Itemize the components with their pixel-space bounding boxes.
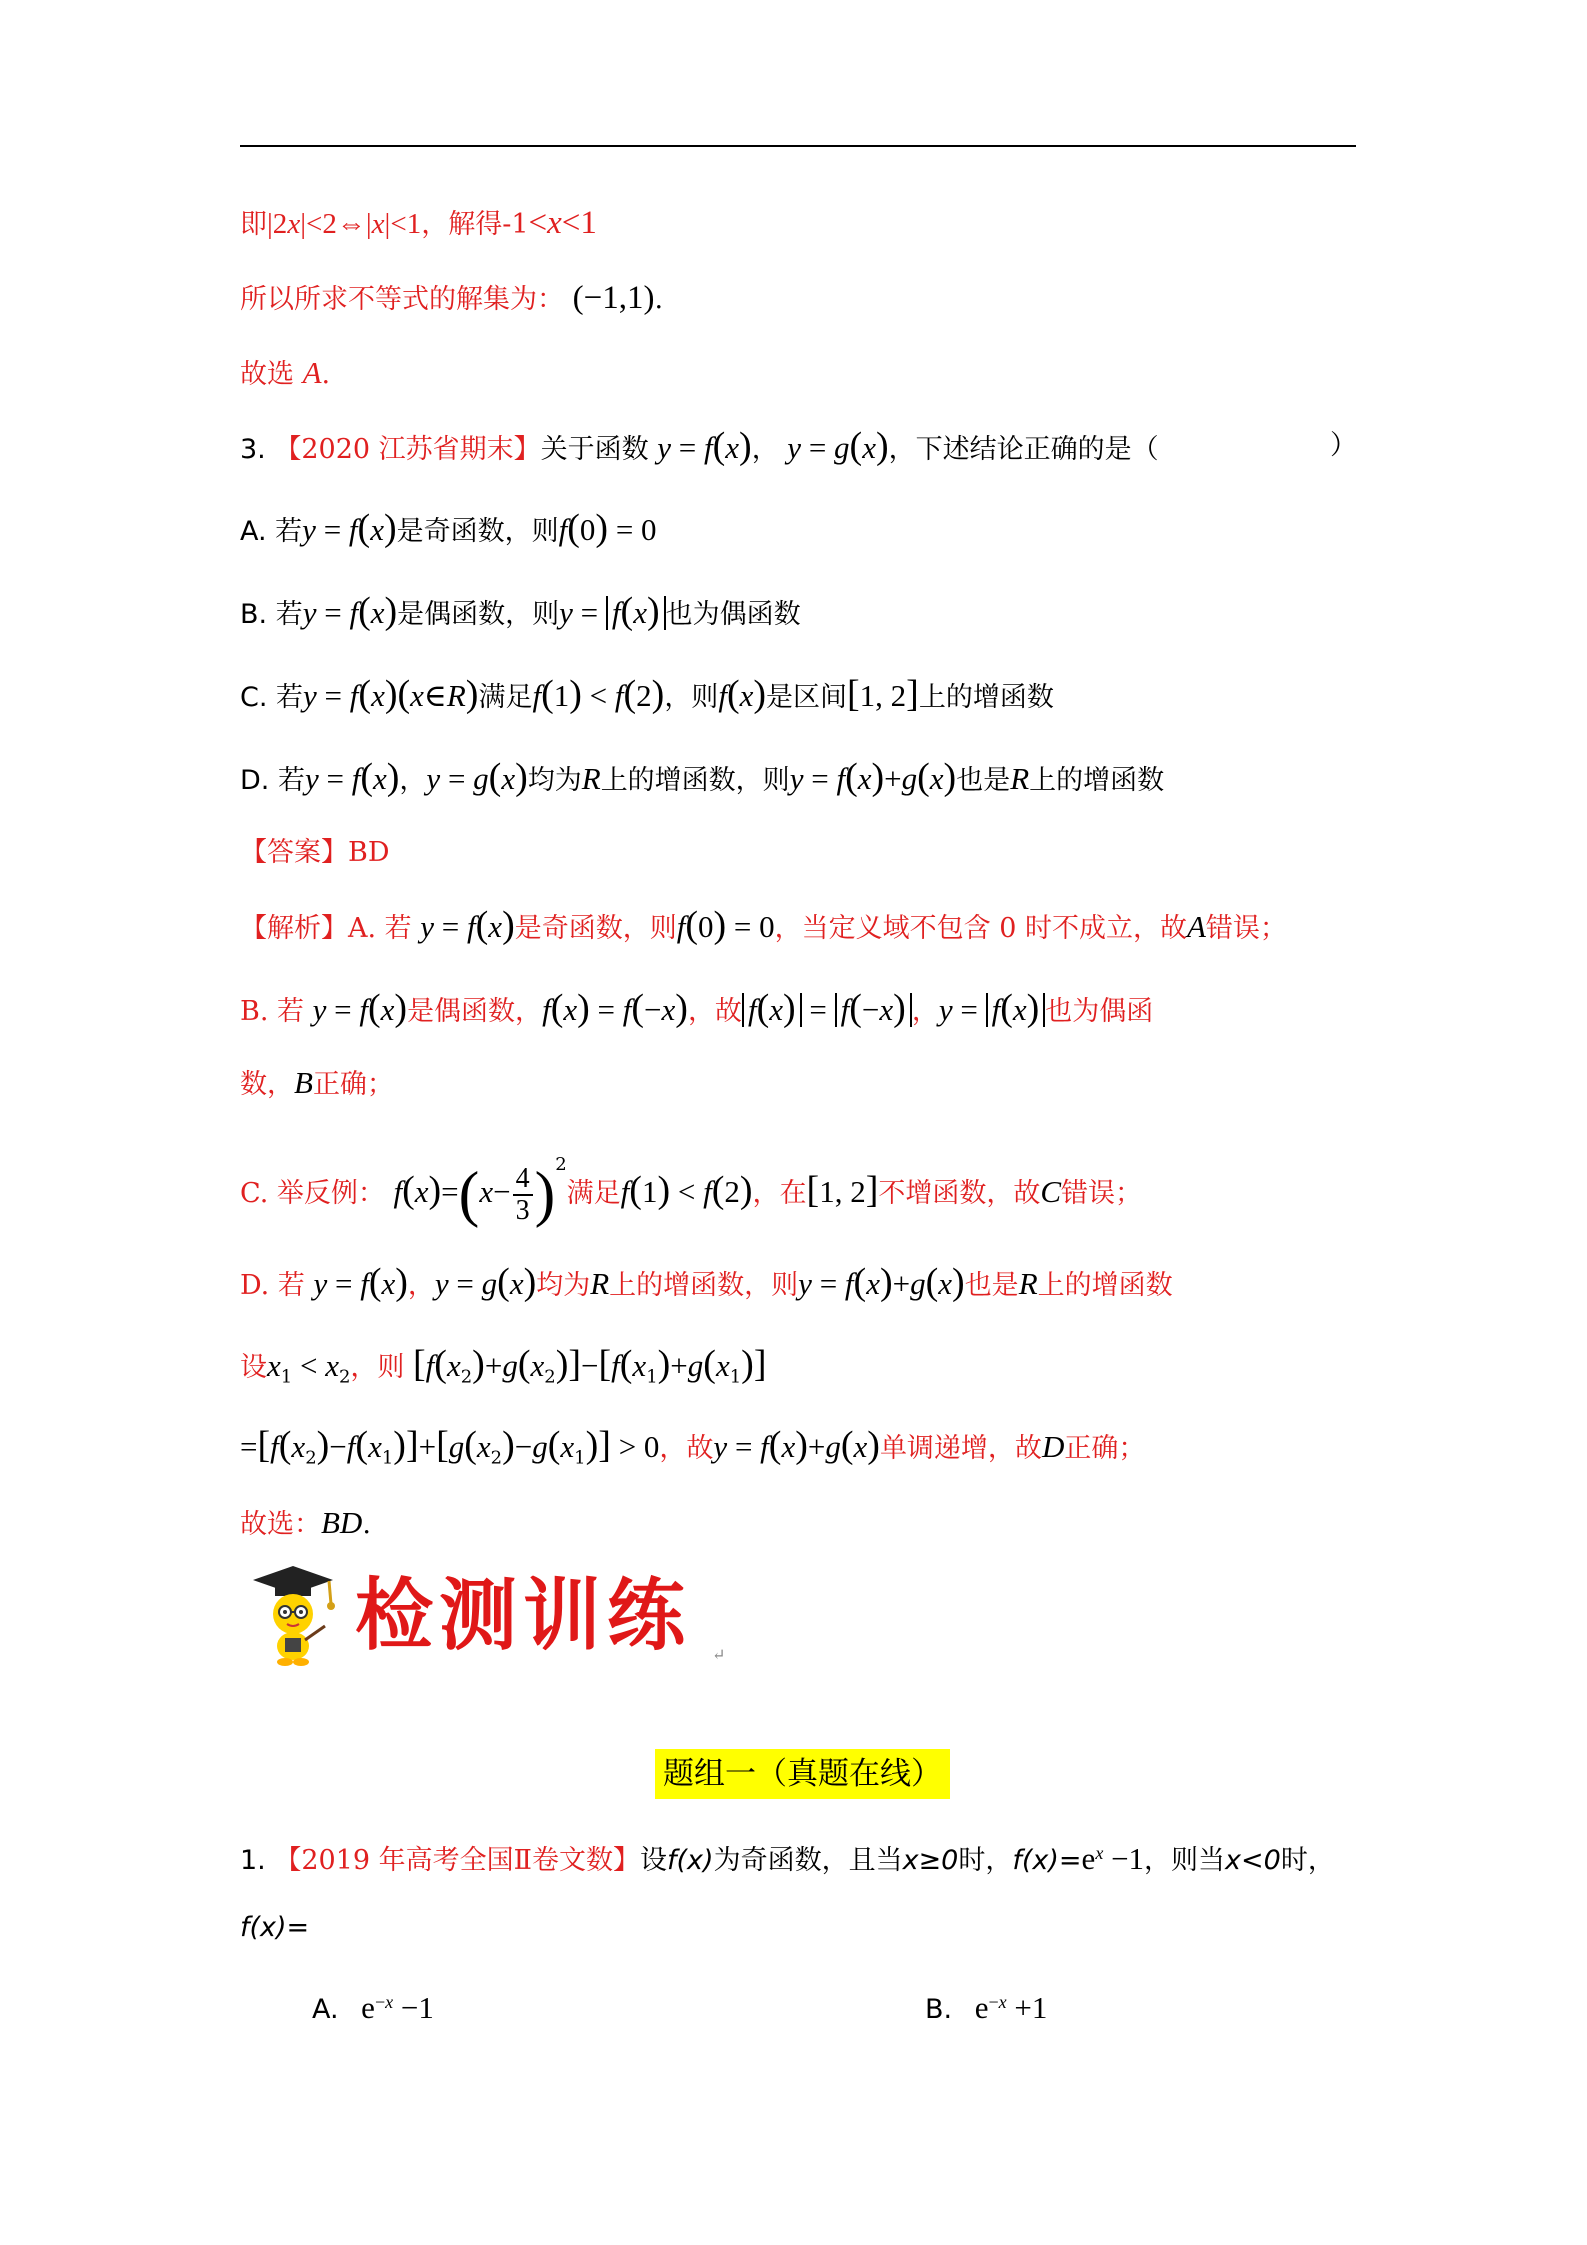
option-text: 上的增函数，则 bbox=[600, 765, 790, 796]
analysis-text: A. 若 bbox=[348, 913, 412, 944]
question-source: 【2020 江苏省期末】 bbox=[274, 434, 541, 465]
option-text: 若 bbox=[275, 516, 303, 547]
stem-text: 为奇函数，且当 bbox=[713, 1845, 903, 1876]
option-text: 均为 bbox=[527, 765, 582, 796]
group-title: 题组一（真题在线） bbox=[655, 1749, 950, 1799]
option-text: 若 bbox=[277, 765, 305, 796]
analysis-text: D. 若 bbox=[240, 1270, 305, 1301]
stem-text: 时， bbox=[1280, 1845, 1335, 1876]
analysis-text: C. 举反例： bbox=[240, 1178, 385, 1209]
analysis-text: 是奇函数，则 bbox=[514, 913, 677, 944]
stem-text: ，下述结论正确的是（ bbox=[888, 434, 1159, 465]
analysis-f: $=[f(x_2)-f(x_1)]+[g(x_2)-g(x_1)] > 0$，故y = f(x)+g(x)单调递增，故D正确； bbox=[240, 1424, 1146, 1469]
option-text: 也是 bbox=[956, 765, 1011, 796]
option-1a: A. $e^{-x} -1$ bbox=[312, 1990, 434, 2025]
analysis-text: 上的增函数，则 bbox=[609, 1270, 799, 1301]
question-number: 1. bbox=[240, 1845, 266, 1876]
option-text: ，则 bbox=[664, 682, 719, 713]
analysis-c: C. 举反例： f(x)=(x− $\frac{4}{3}$ )$^2$满足f(1) < f(2)，在[1, 2]不增函数，故C错误； bbox=[240, 1154, 1143, 1229]
stem-math: f(x)= bbox=[1012, 1845, 1082, 1876]
analysis-b-cont: 数，B正确； bbox=[240, 1065, 394, 1100]
solution-line-3: 故选 A. bbox=[240, 355, 331, 390]
stem-text: 设 bbox=[640, 1845, 668, 1876]
analysis-b: B. 若 y = f(x)是偶函数，f(x) = f(−x)，故 f(x) = f(−x) ，y = f(x) 也为偶函 bbox=[240, 987, 1154, 1029]
stem-text: ，则当 bbox=[1144, 1845, 1226, 1876]
stem-math: f(x)= bbox=[240, 1912, 310, 1943]
paragraph-mark-icon: ↵ bbox=[712, 1645, 726, 1664]
analysis-text: ，故 bbox=[687, 996, 742, 1027]
option-label: A. bbox=[312, 1994, 339, 2025]
option-3c: C. 若y = f(x)(x∈R)满足f(1) < f(2)，则f(x)是区间[1, 2]上的增函数 bbox=[240, 673, 1054, 715]
analysis-text: 设 bbox=[240, 1352, 267, 1383]
analysis-text: 也为偶函 bbox=[1045, 996, 1154, 1027]
stem-text: 时， bbox=[958, 1845, 1013, 1876]
analysis-text: 均为 bbox=[536, 1270, 591, 1301]
option-text: 若 bbox=[275, 599, 303, 630]
analysis-text: ，在 bbox=[752, 1178, 807, 1209]
answer-label: 【答案】 bbox=[240, 837, 348, 868]
analysis-text: 是偶函数， bbox=[407, 996, 543, 1027]
option-text: 是奇函数，则 bbox=[396, 516, 559, 547]
option-label: B. bbox=[240, 599, 268, 630]
analysis-d: D. 若 y = f(x)，y = g(x)均为R上的增函数，则y = f(x)+g(x)也是R上的增函数 bbox=[240, 1261, 1173, 1303]
section-banner bbox=[245, 1560, 725, 1670]
stem-text: 关于函数 bbox=[540, 434, 649, 465]
analysis-text: . bbox=[362, 1509, 371, 1540]
question-3-stem: 3. 【2020 江苏省期末】关于函数 y = f(x)， y = g(x)，下述结论正确的是（ ） bbox=[240, 425, 1357, 467]
analysis-text: 上的增函数 bbox=[1037, 1270, 1173, 1301]
stem-math: f(x) bbox=[667, 1845, 714, 1876]
option-1b: B. $e^{-x} +1$ bbox=[925, 1990, 1048, 2025]
option-text: 若 bbox=[276, 682, 304, 713]
option-label: A. bbox=[240, 516, 267, 547]
analysis-text: 错误； bbox=[1205, 913, 1287, 944]
solution-set: (−1,1) bbox=[572, 280, 655, 316]
analysis-text: 满足 bbox=[566, 1178, 621, 1209]
analysis-text: 正确； bbox=[312, 1069, 394, 1100]
option-text: 也为偶函数 bbox=[665, 599, 801, 630]
stem-close: ） bbox=[1330, 430, 1357, 461]
analysis-text: 不增函数，故 bbox=[878, 1178, 1041, 1209]
option-text: 上的增函数 bbox=[918, 682, 1054, 713]
option-text: 是区间 bbox=[766, 682, 848, 713]
option-text: 满足 bbox=[478, 682, 533, 713]
option-text: 上的增函数 bbox=[1029, 765, 1165, 796]
final-answer: BD bbox=[321, 1505, 363, 1540]
option-3d: D. 若y = f(x)，y = g(x)均为R上的增函数，则y = f(x)+g(x)也是R上的增函数 bbox=[240, 756, 1165, 798]
option-label: C. bbox=[240, 682, 268, 713]
option-label: D. bbox=[240, 765, 270, 796]
solution-line-1: 即|2x|<2⇔|x|<1，解得-1<x<1 bbox=[240, 205, 597, 241]
option-3b: B. 若y = f(x)是偶函数，则y = f(x) 也为偶函数 bbox=[240, 590, 801, 632]
analysis-text: 单调递增，故 bbox=[879, 1433, 1042, 1464]
question-1-stem-cont bbox=[240, 1908, 309, 1948]
question-number: 3. bbox=[240, 434, 266, 465]
solution-line-2: 所以所求不等式的解集为： (−1,1). bbox=[240, 280, 664, 316]
analysis-text: ，当定义域不包含 0 时不成立，故 bbox=[774, 913, 1187, 944]
answer-line bbox=[240, 833, 390, 873]
option-text: 是偶函数，则 bbox=[397, 599, 560, 630]
solution-text: 即 bbox=[240, 209, 267, 240]
analysis-text: 数， bbox=[240, 1069, 294, 1100]
header-rule bbox=[240, 145, 1356, 147]
banner-title: 检测训练 bbox=[355, 1571, 692, 1661]
question-source: 【2019 年高考全国Ⅱ卷文数】 bbox=[274, 1845, 641, 1876]
graduate-mascot-icon bbox=[245, 1560, 345, 1670]
option-label: B. bbox=[925, 1994, 953, 2025]
analysis-e: 设$x_1 < x_2$，则 $[f(x_2)+g(x_2)]-[f(x_1)+g(x_1)]$ bbox=[240, 1343, 767, 1388]
analysis-g bbox=[240, 1503, 371, 1545]
analysis-text: 正确； bbox=[1064, 1433, 1146, 1464]
analysis-text: ，故 bbox=[659, 1433, 714, 1464]
solution-text: 所以所求不等式的解集为： bbox=[240, 284, 564, 315]
stem-math: x<0 bbox=[1225, 1845, 1281, 1876]
option-3a: A. 若y = f(x)是奇函数，则f(0) = 0 bbox=[240, 507, 657, 549]
answer-value: BD bbox=[348, 837, 390, 868]
analysis-text: ，则 bbox=[350, 1352, 405, 1383]
analysis-text: 也是 bbox=[964, 1270, 1019, 1301]
analysis-text: B. 若 bbox=[240, 996, 305, 1027]
analysis-label: 【解析】 bbox=[240, 913, 348, 944]
analysis-text: 故选： bbox=[240, 1509, 321, 1540]
analysis-text: 错误； bbox=[1061, 1178, 1143, 1209]
stem-math: x≥0 bbox=[902, 1845, 959, 1876]
analysis-text: ， bbox=[911, 996, 939, 1027]
question-1-stem: 1. 【2019 年高考全国Ⅱ卷文数】设f(x)为奇函数，且当x≥0时，$f(x)=e^x -1$，则当x<0时， bbox=[240, 1841, 1335, 1876]
analysis-a: 【解析】A. 若 y = f(x)是奇函数，则f(0) = 0，当定义域不包含 0 时不成立，故A错误； bbox=[240, 904, 1287, 946]
